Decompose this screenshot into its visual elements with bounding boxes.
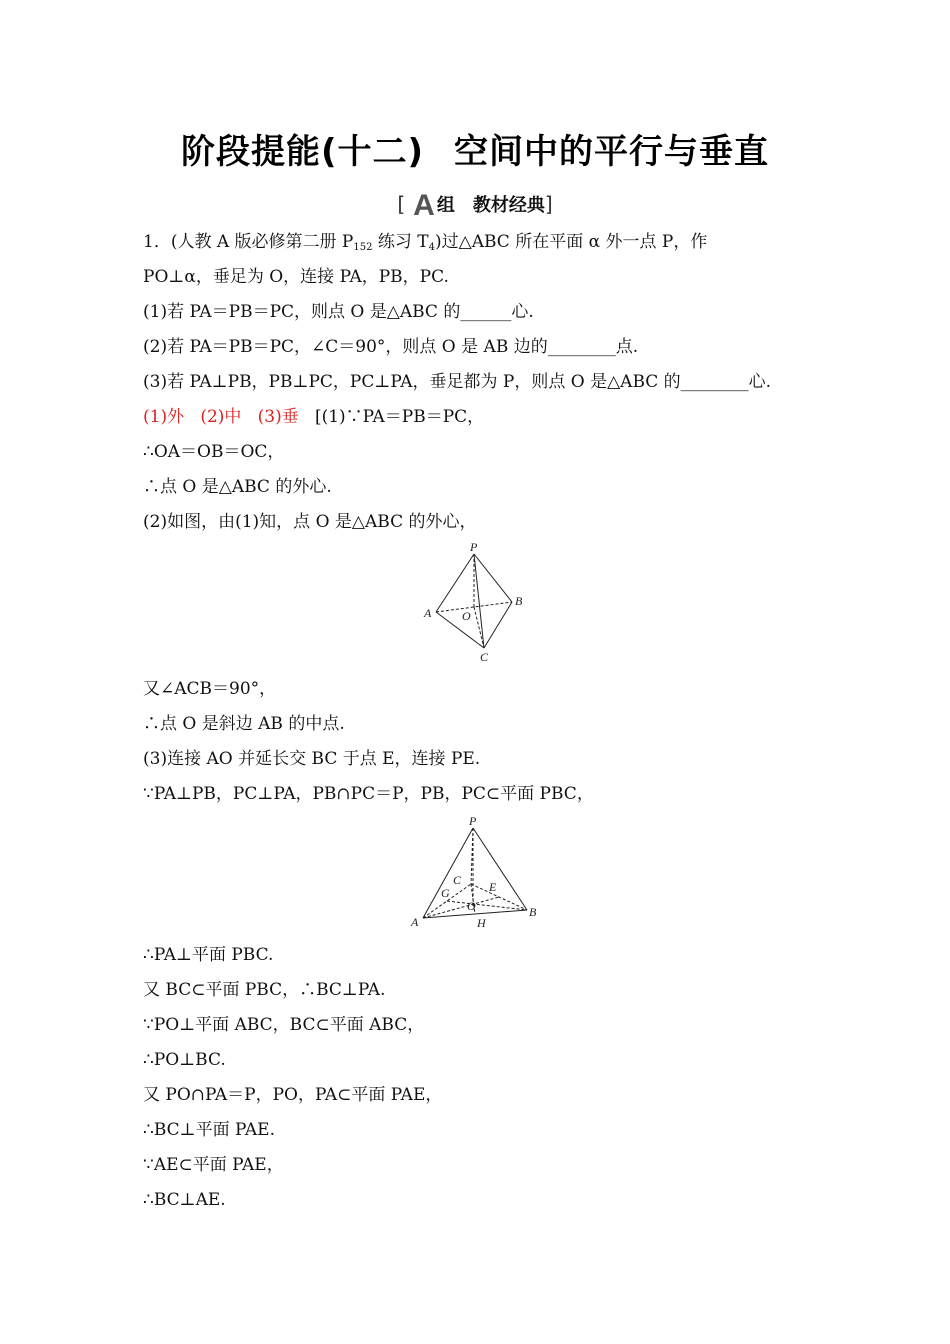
question-line-1 [143,230,707,260]
solution-line: (3)连接 AO 并延长交 BC 于点 E，连接 PE. [143,749,481,769]
solution-line: ∴点 O 是斜边 AB 的中点. [143,714,345,734]
figure-tetrahedron-1 [418,540,530,668]
question-text-b: 练习 T [372,232,429,252]
label-E: E [489,880,497,894]
label-G: G [441,886,450,900]
bracket-open: [ [397,192,406,216]
edge-GB-hidden [447,901,527,910]
solution-line: ∵PA⊥PB，PC⊥PA，PB∩PC＝P，PB，PC⊂平面 PBC， [143,784,594,804]
page-subscript: 152 [353,242,373,253]
answer-3: (3)垂 [257,407,299,427]
solution-line: 又 PO∩PA＝P，PO，PA⊂平面 PAE， [143,1085,443,1105]
figure-tetrahedron-2 [405,812,545,932]
edge-PA [423,828,473,918]
solution-line: 又∠ACB＝90°， [143,679,277,699]
label-O: O [462,609,471,623]
exercise-subscript: 4 [428,242,435,253]
group-heading [0,189,950,223]
label-O: O [467,899,476,913]
group-badge: A [413,189,435,222]
answer-line [143,405,484,429]
page-title [0,124,950,173]
answer-1: (1)外 [143,407,185,427]
solution-line: ∴点 O 是△ABC 的外心. [143,477,332,497]
question-line-2: PO⊥α，垂足为 O，连接 PA，PB，PC. [143,267,449,287]
question-part-1: (1)若 PA＝PB＝PC，则点 O 是△ABC 的______心. [143,302,534,322]
edge-PA [436,554,474,612]
solution-line: ∵PO⊥平面 ABC，BC⊂平面 ABC， [143,1015,425,1035]
solution-line: (2)如图，由(1)知，点 O 是△ABC 的外心， [143,512,477,532]
solution-line: ∴BC⊥AE. [143,1190,226,1210]
question-part-3: (3)若 PA⊥PB，PB⊥PC，PC⊥PA，垂足都为 P，则点 O 是△ABC 的________心. [143,372,772,392]
bracket-close: ] [544,192,553,216]
solution-line: ∴BC⊥平面 PAE. [143,1120,275,1140]
group-name: 教材经典 [472,195,545,216]
label-C: C [453,873,462,887]
label-B: B [529,905,537,919]
question-part-2: (2)若 PA＝PB＝PC，∠C＝90°，则点 O 是 AB 边的________点. [143,337,639,357]
label-P: P [469,814,477,828]
solution-line: ∴OA＝OB＝OC， [143,442,285,462]
label-C: C [480,650,489,664]
solution-start: [(1)∵PA＝PB＝PC， [314,407,485,427]
question-text-a: 1．(人教 A 版必修第二册 P [143,232,354,252]
edge-PC [474,554,484,648]
label-B: B [515,594,523,608]
title-right: 空间中的平行与垂直 [454,132,770,172]
label-A: A [411,915,419,929]
question-text-c: )过△ABC 所在平面 α 外一点 P，作 [435,232,708,252]
title-left: 阶段提能(十二) [180,132,425,172]
label-A: A [424,606,432,620]
solution-line: ∵AE⊂平面 PAE， [143,1155,284,1175]
label-P: P [470,540,478,554]
solution-line: ∴PO⊥BC. [143,1050,226,1070]
edge-BC [484,602,512,648]
solution-line: 又 BC⊂平面 PBC，∴BC⊥PA. [143,980,386,1000]
edge-PB [474,554,512,602]
group-label: 组 [436,195,455,216]
solution-line: ∴PA⊥平面 PBC. [143,945,274,965]
answer-2: (2)中 [200,407,242,427]
label-H: H [477,916,486,930]
